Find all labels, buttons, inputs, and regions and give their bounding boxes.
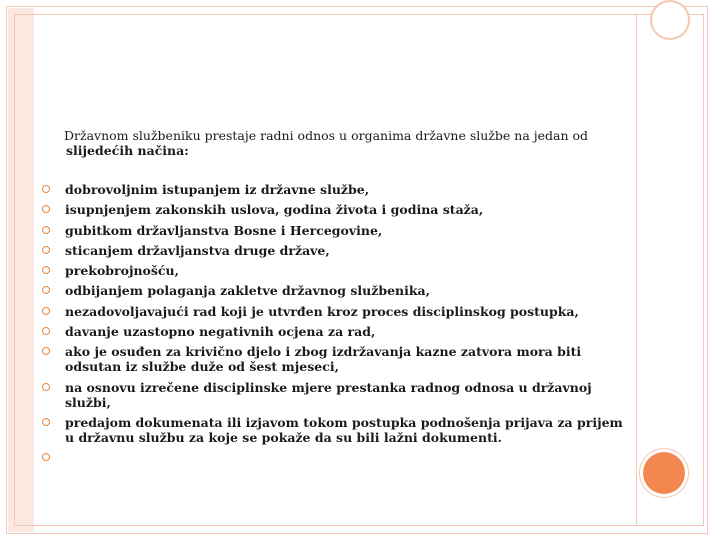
- list-item: [42, 283, 632, 298]
- list-item-text: prekobrojnošću,: [65, 263, 179, 279]
- circle-bullet-icon: [42, 286, 50, 294]
- decorative-circle-top: [650, 0, 690, 40]
- termination-reasons-list: [42, 182, 632, 471]
- list-item: [42, 324, 632, 339]
- list-item-text: nezadovoljavajući rad koji je utvrđen kroz proces disciplinskog postupka,: [65, 303, 579, 319]
- circle-bullet-icon: [42, 185, 50, 193]
- list-item: [42, 415, 632, 445]
- circle-bullet-icon: [42, 327, 50, 335]
- list-item-text: isupnjenjem zakonskih uslova, godina života i godina staža,: [65, 202, 484, 218]
- list-item-text: gubitkom državljanstva Bosne i Hercegovine,: [65, 222, 383, 238]
- decorative-circle-bottom: [643, 452, 685, 494]
- circle-bullet-icon: [42, 418, 50, 426]
- list-item: [42, 263, 632, 278]
- list-item: [42, 182, 632, 197]
- list-item: [42, 243, 632, 258]
- list-item-text: predajom dokumenata ili izjavom tokom postupka podnošenja prijava za prijem u državnu službu za koje se pokaže da su bili lažni dokumenti.: [65, 414, 623, 445]
- circle-bullet-icon: [42, 226, 50, 234]
- list-item-text: na osnovu izrečene disciplinske mjere prestanka radnog odnosa u državnoj službi,: [65, 379, 592, 410]
- circle-bullet-icon: [42, 453, 50, 461]
- list-item-text: dobrovoljnim istupanjem iz državne službe,: [65, 182, 370, 197]
- circle-bullet-icon: [42, 266, 50, 274]
- list-item-text: ako je osuđen za krivično djelo i zbog izdržavanja kazne zatvora mora biti odsutan iz službe duže od šest mjeseci,: [65, 344, 582, 375]
- circle-bullet-icon: [42, 307, 50, 315]
- list-item: [42, 450, 632, 465]
- intro-paragraph: [64, 128, 624, 158]
- list-item-text: davanje uzastopno negativnih ocjena za rad,: [65, 324, 376, 340]
- circle-bullet-icon: [42, 383, 50, 391]
- list-item: [42, 202, 632, 217]
- circle-bullet-icon: [42, 246, 50, 254]
- intro-line-1: Državnom službeniku prestaje radni odnos u organima državne službe na jedan od: [64, 128, 589, 143]
- list-item: [42, 344, 632, 374]
- list-item: [42, 223, 632, 238]
- intro-line-2: slijedećih načina:: [66, 143, 189, 158]
- right-divider-line: [636, 14, 637, 526]
- circle-bullet-icon: [42, 205, 50, 213]
- circle-bullet-icon: [42, 347, 50, 355]
- list-item-text: sticanjem državljanstva druge države,: [65, 242, 330, 258]
- list-item-text: odbijanjem polaganja zakletve državnog službenika,: [65, 283, 430, 299]
- list-item: [42, 380, 632, 410]
- list-item: [42, 304, 632, 319]
